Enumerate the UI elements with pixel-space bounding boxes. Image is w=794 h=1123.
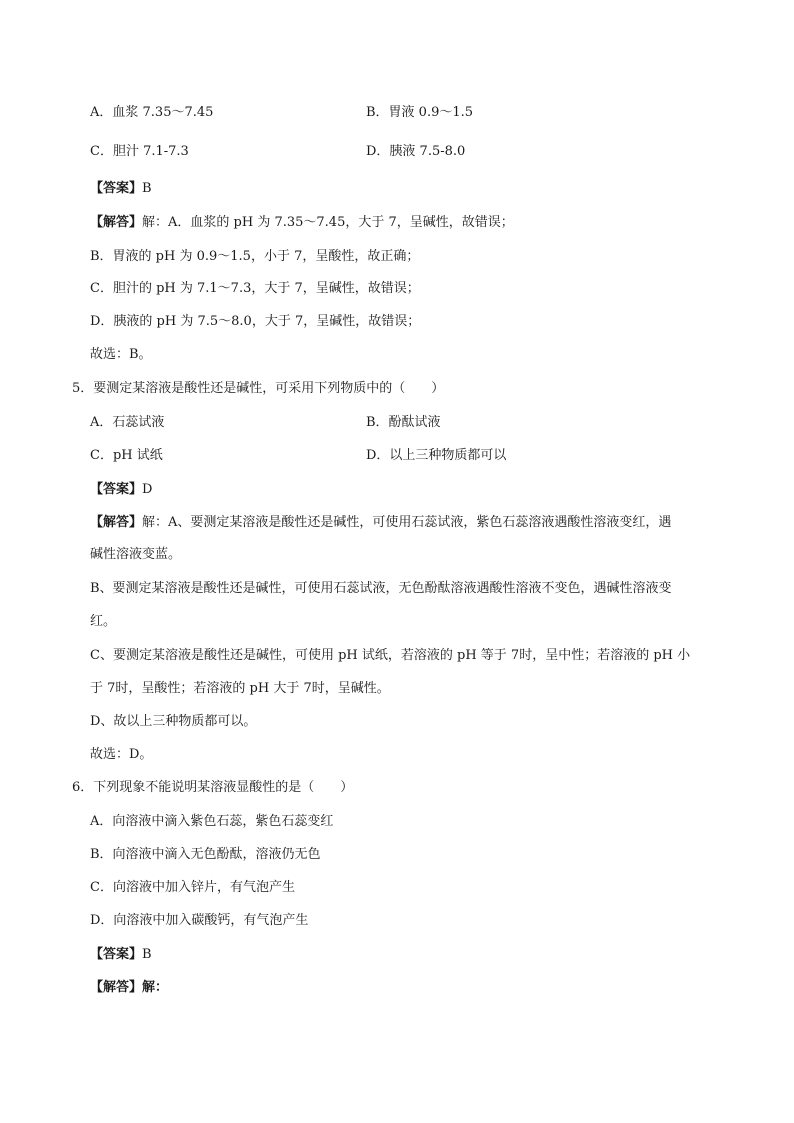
q4-analysis-line-2: B．胃液的 pH 为 0.9～1.5，小于 7，呈酸性，故正确； bbox=[90, 249, 420, 264]
q5-analysis-line-1 bbox=[90, 514, 671, 532]
analysis-label: 【解答】 bbox=[90, 215, 143, 230]
q4-analysis-line-1 bbox=[90, 214, 514, 232]
q4-option-a: A．血浆 7.35～7.45 bbox=[90, 105, 214, 120]
analysis-label: 【解答】 bbox=[90, 980, 143, 995]
analysis-label: 【解答】 bbox=[90, 515, 143, 530]
q4-option-d: D．胰液 7.5-8.0 bbox=[366, 144, 466, 159]
q5-analysis-line-2: 碱性溶液变蓝。 bbox=[90, 547, 182, 562]
q5-analysis-line-5: C、要测定某溶液是酸性还是碱性，可使用 pH 试纸，若溶液的 pH 等于 7时，呈中性；若溶液的 pH 小 bbox=[90, 648, 691, 663]
q5-answer bbox=[90, 481, 152, 499]
q4-analysis-line-4: D．胰液的 pH 为 7.5～8.0，大于 7，呈碱性，故错误； bbox=[90, 314, 421, 329]
q4-answer bbox=[90, 180, 152, 198]
q5-option-a: A．石蕊试液 bbox=[90, 415, 165, 430]
analysis-text: 解：A、要测定某溶液是酸性还是碱性，可使用石蕊试液，紫色石蕊溶液遇酸性溶液变红，遇 bbox=[142, 515, 672, 530]
answer-label: 【答案】 bbox=[90, 482, 143, 497]
q6-option-a: A．向溶液中滴入紫色石蕊，紫色石蕊变红 bbox=[90, 814, 334, 829]
q5-option-d: D．以上三种物质都可以 bbox=[366, 448, 507, 463]
analysis-text: 解： bbox=[142, 980, 169, 995]
answer-label: 【答案】 bbox=[90, 181, 143, 196]
answer-label: 【答案】 bbox=[90, 947, 143, 962]
q5-analysis-line-8: 故选：D。 bbox=[90, 747, 153, 762]
q6-analysis-line-1 bbox=[90, 979, 168, 997]
analysis-text: 解：A．血浆的 pH 为 7.35～7.45，大于 7，呈碱性，故错误； bbox=[142, 215, 514, 230]
answer-value: B bbox=[142, 947, 152, 962]
q5-analysis-line-3: B、要测定某溶液是酸性还是碱性，可使用石蕊试液，无色酚酞溶液遇酸性溶液不变色，遇碱性溶液变 bbox=[90, 581, 672, 596]
q6-option-c: C．向溶液中加入锌片，有气泡产生 bbox=[90, 880, 295, 895]
q4-option-c: C．胆汁 7.1-7.3 bbox=[90, 144, 189, 159]
q6-stem: 6．下列现象不能说明某溶液显酸性的是（ ） bbox=[72, 780, 354, 795]
q6-option-b: B．向溶液中滴入无色酚酞，溶液仍无色 bbox=[90, 847, 321, 862]
q4-analysis-line-3: C．胆汁的 pH 为 7.1～7.3，大于 7，呈碱性，故错误； bbox=[90, 281, 420, 296]
q5-stem: 5．要测定某溶液是酸性还是碱性，可采用下列物质中的（ ） bbox=[72, 381, 445, 396]
q6-option-d: D．向溶液中加入碳酸钙，有气泡产生 bbox=[90, 913, 309, 928]
q6-answer bbox=[90, 946, 152, 964]
q5-analysis-line-6: 于 7时，呈酸性；若溶液的 pH 大于 7时，呈碱性。 bbox=[90, 681, 390, 696]
q5-option-b: B．酚酞试液 bbox=[366, 415, 441, 430]
q4-option-b: B．胃液 0.9～1.5 bbox=[366, 105, 474, 120]
q5-option-c: C．pH 试纸 bbox=[90, 448, 163, 463]
q5-analysis-line-4: 红。 bbox=[90, 614, 117, 629]
answer-value: B bbox=[142, 181, 152, 196]
q4-analysis-line-5: 故选：B。 bbox=[90, 347, 152, 362]
q5-analysis-line-7: D、故以上三种物质都可以。 bbox=[90, 714, 257, 729]
answer-value: D bbox=[142, 482, 153, 497]
